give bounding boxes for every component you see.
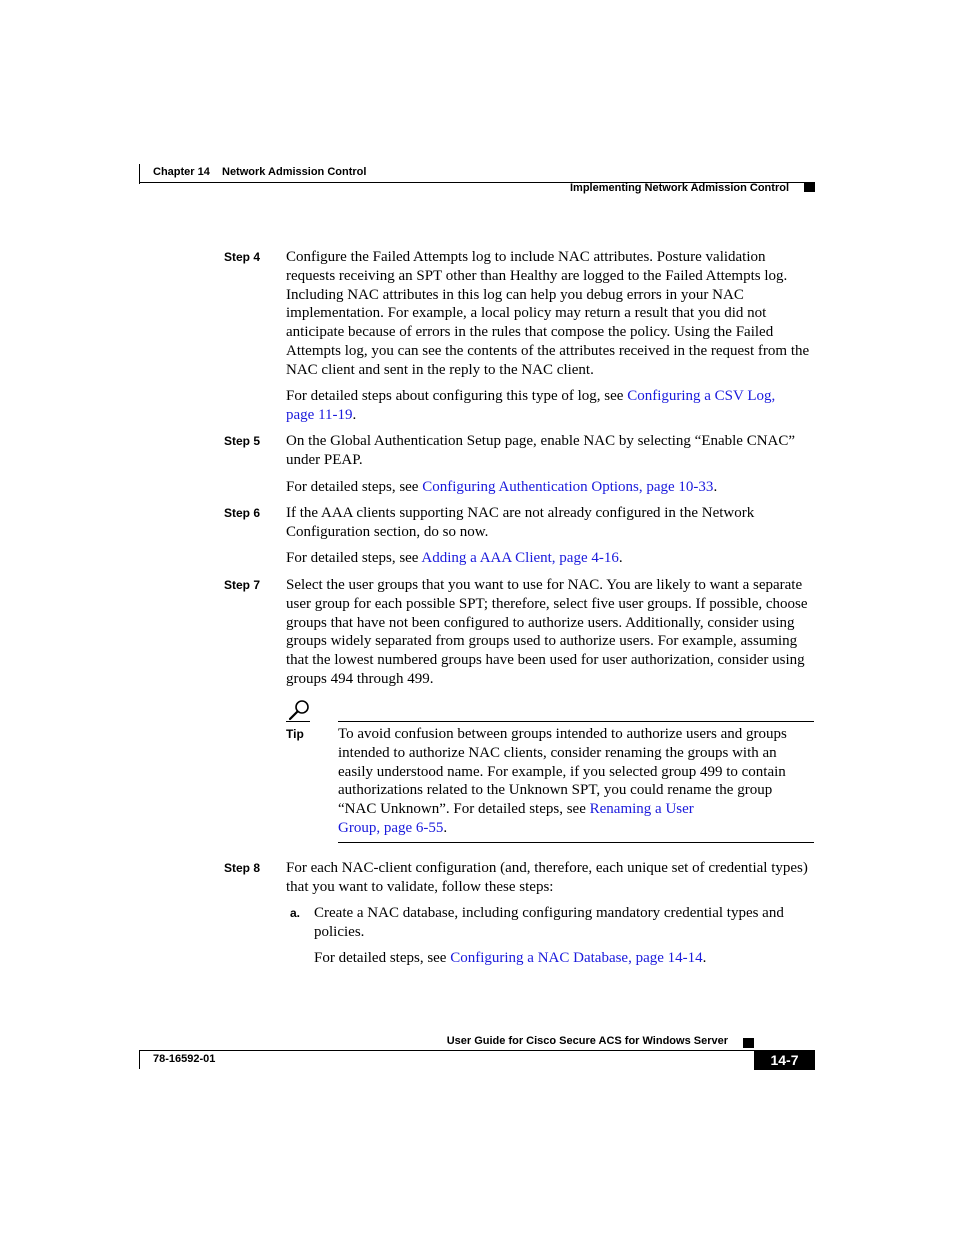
- step-4-label: Step 4: [224, 250, 261, 264]
- guide-title: User Guide for Cisco Secure ACS for Windows Server: [446, 1035, 728, 1047]
- step-6-ref-prefix: For detailed steps, see: [286, 550, 422, 566]
- tip-top-rule: [338, 721, 814, 722]
- step-7-text: Select the user groups that you want to use for NAC. You are likely to want a separate user group for each possible SPT; therefore, select five user groups. If possible, choose groups that have not been configured to authorize users. Additionally, consider using groups widely separated from groups used to authorize users. For example, assuming that the lowest numbered groups have been used for user authorization, consider using groups 494 through 499.: [286, 577, 808, 687]
- tip-icon-underline: [286, 721, 310, 722]
- header-marker: [804, 182, 815, 192]
- tip-label: Tip: [286, 727, 304, 741]
- step-6-label: Step 6: [224, 506, 261, 520]
- chapter-title: Network Admission Control: [222, 166, 367, 178]
- link-configuring-authentication-options[interactable]: Configuring Authentication Options, page 10-33: [422, 479, 714, 495]
- substep-a-ref-prefix: For detailed steps, see: [314, 950, 451, 966]
- step-5-text: On the Global Authentication Setup page, enable NAC by selecting “Enable CNAC” under PEAP.: [286, 433, 796, 468]
- section-title: Implementing Network Admission Control: [570, 182, 789, 194]
- substep-a-ref-suffix: .: [702, 950, 707, 966]
- step-4-ref-suffix: .: [352, 406, 357, 423]
- chapter-number: Chapter 14: [153, 166, 210, 178]
- step-5-label: Step 5: [224, 434, 261, 448]
- step-5-reference: [286, 478, 814, 497]
- tip-text: [338, 725, 814, 838]
- step-4-reference: [286, 387, 814, 425]
- step-7-label: Step 7: [224, 578, 261, 592]
- tip-bottom-rule: [338, 842, 814, 843]
- step-4-ref-prefix: For detailed steps about configuring this type of log, see: [286, 388, 628, 404]
- link-group-page-6-55[interactable]: Group, page 6-55: [338, 819, 444, 836]
- tip-body: To avoid confusion between groups intended to authorize users and groups intended to authorize NAC clients, consider renaming the groups with an easily understood name. For example, if you selected group 499 to contain authorizations related to the Unknown SPT, you could rename the group “NAC Unknown”. For detailed steps, see: [338, 726, 787, 818]
- magnifier-icon: [287, 699, 311, 723]
- step-5-ref-suffix: .: [713, 479, 718, 495]
- step-8-text: For each NAC-client configuration (and, therefore, each unique set of credential types) that you want to validate, follow these steps:: [286, 860, 808, 895]
- step-4-text: Configure the Failed Attempts log to include NAC attributes. Posture validation requests receiving an SPT other than Healthy are logged to the Failed Attempts log. Including NAC attributes in this log can help you debug errors in your NAC implementation. For example, a local policy may return a result that you did not anticipate because of errors in the rules that compose the policy. Using the Failed Attempts log, you can see the contents of the attributes received in the request from the NAC client and sent in the reply to the NAC client.: [286, 249, 810, 378]
- footer-marker: [743, 1038, 754, 1048]
- page-number: 14-7: [754, 1050, 815, 1070]
- link-adding-aaa-client[interactable]: Adding a AAA Client, page 4-16: [421, 550, 619, 566]
- footer-rule-vertical: [139, 1050, 140, 1069]
- step-6-reference: [286, 549, 814, 568]
- link-renaming-user-group[interactable]: Renaming a User: [589, 801, 694, 818]
- header-rule-vertical: [139, 164, 140, 184]
- substep-a-label: a.: [290, 906, 301, 920]
- substep-a-reference: [314, 949, 814, 968]
- document-number: 78-16592-01: [153, 1053, 216, 1065]
- tip-suffix: .: [443, 819, 448, 836]
- link-configuring-csv-log[interactable]: Configuring a CSV Log,: [627, 388, 776, 404]
- step-6-text: If the AAA clients supporting NAC are not already configured in the Network Configuration section, do so now.: [286, 505, 755, 540]
- substep-a-text: Create a NAC database, including configuring mandatory credential types and policies.: [314, 905, 784, 940]
- footer-rule: [139, 1050, 754, 1051]
- link-page-11-19[interactable]: page 11-19: [286, 406, 353, 423]
- link-configuring-nac-database[interactable]: Configuring a NAC Database, page 14-14: [450, 950, 703, 966]
- step-5-ref-prefix: For detailed steps, see: [286, 479, 423, 495]
- step-8-label: Step 8: [224, 861, 261, 875]
- step-6-ref-suffix: .: [618, 550, 623, 566]
